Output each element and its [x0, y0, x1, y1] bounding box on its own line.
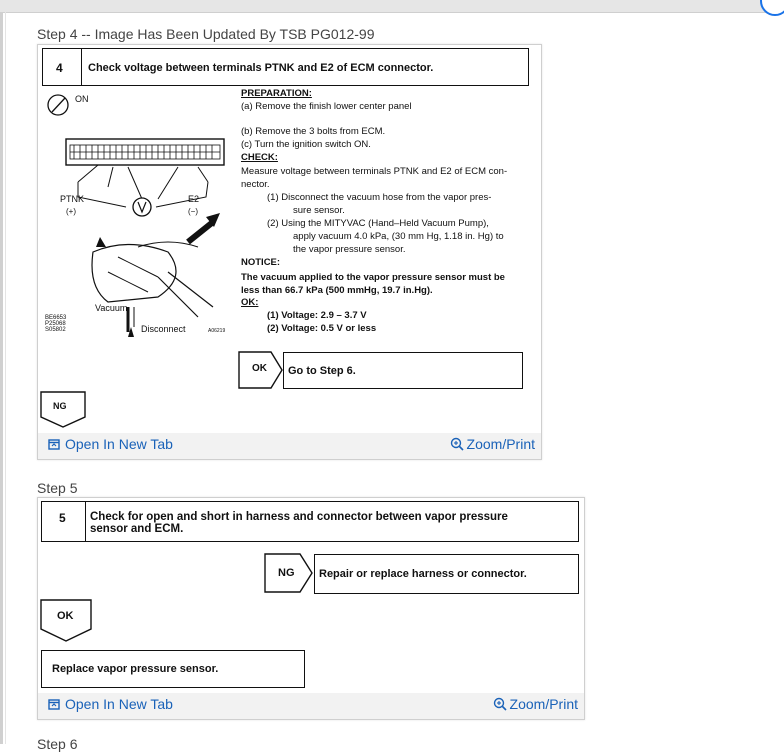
- prep-b: (b) Remove the 3 bolts from ECM.: [241, 126, 386, 137]
- zoom-print-label: Zoom/Print: [466, 436, 535, 452]
- check-heading: CHECK:: [241, 152, 278, 163]
- code-4: A06219: [208, 328, 226, 334]
- step-4-card: [37, 44, 542, 460]
- step-5-header-box: [41, 501, 579, 542]
- step-5-footer: [38, 693, 584, 719]
- code-2: P25068: [45, 321, 66, 327]
- check-1b: sure sensor.: [293, 205, 345, 216]
- step-4-header-box: [42, 48, 529, 86]
- ok-action-5: Replace vapor pressure sensor.: [52, 663, 219, 675]
- zoom-print-link-5[interactable]: [493, 696, 578, 712]
- preparation-heading: PREPARATION:: [241, 88, 312, 99]
- left-scroll-track[interactable]: [0, 12, 3, 744]
- check-line-2: nector.: [241, 179, 270, 190]
- left-divider: [5, 12, 6, 744]
- ng-tag-5: NG: [278, 567, 295, 579]
- ok-action-box-5: [41, 650, 305, 688]
- check-2a: (2) Using the MITYVAC (Hand–Held Vacuum Pump),: [267, 218, 489, 229]
- notice-2: less than 66.7 kPa (500 mmHg, 19.7 in.Hg).: [241, 285, 433, 296]
- open-tab-icon: [48, 698, 60, 710]
- open-tab-label: Open In New Tab: [65, 436, 173, 452]
- label-e2: E2: [188, 194, 200, 204]
- step-5-title: Step 5: [37, 480, 78, 496]
- notice-heading: NOTICE:: [241, 257, 281, 268]
- prep-a: (a) Remove the finish lower center panel: [241, 101, 412, 112]
- zoom-icon: [450, 437, 464, 451]
- ok-action: Go to Step 6.: [288, 365, 356, 377]
- step-6-title: Step 6: [37, 736, 78, 752]
- check-1a: (1) Disconnect the vacuum hose from the vapor pres-: [267, 192, 492, 203]
- label-vacuum: Vacuum: [95, 303, 128, 313]
- top-toolbar: [0, 0, 784, 13]
- label-disconnect: Disconnect: [141, 324, 186, 334]
- step-4-diagram: [38, 45, 541, 435]
- ok-tag: OK: [252, 363, 267, 374]
- ng-action-box-5: [314, 554, 579, 594]
- notice-1: The vacuum applied to the vapor pressure sensor must be: [241, 272, 505, 283]
- open-in-new-tab-link[interactable]: [48, 436, 173, 452]
- prep-c: (c) Turn the ignition switch ON.: [241, 139, 371, 150]
- step-5-number: 5: [59, 511, 66, 525]
- label-plus: (+): [66, 207, 76, 216]
- ok-1: (1) Voltage: 2.9 – 3.7 V: [267, 310, 367, 321]
- zoom-print-label-5: Zoom/Print: [509, 696, 578, 712]
- check-2b: apply vacuum 4.0 kPa, (30 mm Hg, 1.18 in. Hg) to: [293, 231, 504, 242]
- account-avatar-icon[interactable]: [760, 0, 784, 16]
- step-number: 4: [56, 61, 63, 75]
- zoom-print-link[interactable]: [450, 436, 535, 452]
- open-in-new-tab-link-5[interactable]: [48, 696, 173, 712]
- step-5-card: [37, 497, 585, 720]
- check-2c: the vapor pressure sensor.: [293, 244, 406, 255]
- step-5-heading-1: Check for open and short in harness and connector between vapor pressure: [90, 511, 508, 523]
- step-heading: Check voltage between terminals PTNK and E2 of ECM connector.: [88, 62, 434, 74]
- step-4-footer: [38, 433, 541, 459]
- ok-heading: OK:: [241, 297, 259, 308]
- label-on: ON: [75, 94, 89, 104]
- code-3: S05802: [45, 327, 66, 333]
- ng-action-5: Repair or replace harness or connector.: [319, 568, 527, 580]
- step-5-heading-2: sensor and ECM.: [90, 523, 184, 535]
- label-minus: (−): [188, 207, 198, 216]
- step-5-diagram: [38, 498, 584, 694]
- ok-tag-5: OK: [57, 610, 74, 622]
- zoom-icon: [493, 697, 507, 711]
- ok-action-box: [283, 352, 523, 389]
- step-4-title: Step 4 -- Image Has Been Updated By TSB PG012-99: [37, 26, 375, 42]
- check-line-1: Measure voltage between terminals PTNK and E2 of ECM con-: [241, 166, 508, 177]
- ng-tag: NG: [53, 401, 67, 411]
- open-tab-icon: [48, 438, 60, 450]
- open-tab-label-5: Open In New Tab: [65, 696, 173, 712]
- ok-2: (2) Voltage: 0.5 V or less: [267, 323, 377, 334]
- label-ptnk: PTNK: [60, 194, 85, 204]
- code-1: BE6653: [45, 315, 67, 321]
